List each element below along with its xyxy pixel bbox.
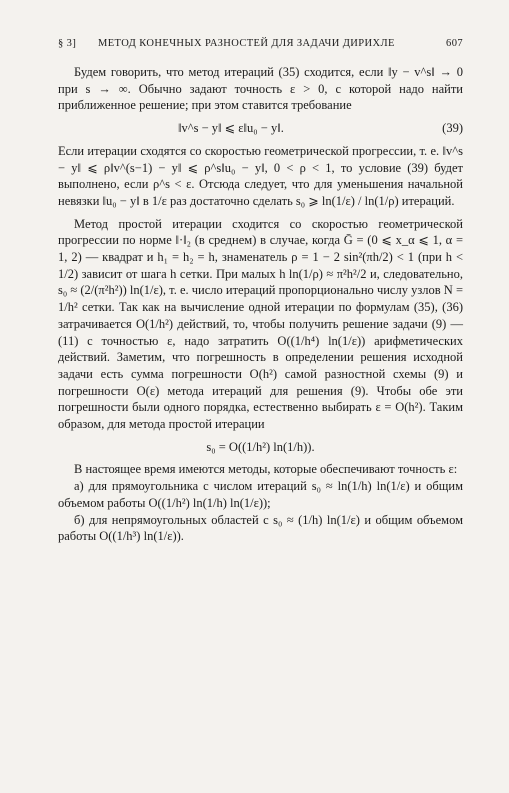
equation-s0 <box>58 439 463 456</box>
section-mark: § 3] <box>58 38 77 49</box>
page-body <box>58 64 463 545</box>
list-item-b: б) для непрямоугольных областей с s₀ ≈ (1/h) ln(1/ε) и общим объемом работы O((1/h³) ln(1/ε)). <box>58 512 463 544</box>
list-item-a: а) для прямоугольника с числом итераций s₀ ≈ ln(1/h) ln(1/ε) и общим объемом работы O((1/h²) ln(1/h) ln(1/ε)); <box>58 479 463 510</box>
paragraph-convergence: Будем говорить, что метод итераций (35) сходится, если ‖y − v^s‖ → 0 при s → ∞. Обычно задают точность ε > 0, с которой надо найти приближенное решение; при этом ставится требование <box>58 65 463 113</box>
page-number: 607 <box>446 38 463 49</box>
paragraph-methods: В настоящее время имеются методы, которые обеспечивают точность ε: <box>74 462 458 477</box>
equation-s0-body: s₀ = O((1/h²) ln(1/h)). <box>206 439 315 454</box>
paragraph-geometric: Если итерации сходятся со скоростью геометрической прогрессии, т. е. ‖v^s − y‖ ⩽ ρ‖v^(s−1) − y‖ ⩽ ρ^s‖u₀ − y‖, 0 < ρ < 1, то условие (39) будет выполнено, если ρ^s < ε. Отсюда следует, что для уменьшения начальной невязки ‖u₀ − y‖ в 1/ε раз достаточно сделать s₀ ⩾ ln(1/ε) / ln(1/ρ) итераций. <box>58 143 463 208</box>
equation-39 <box>58 120 463 137</box>
equation-39-number: (39) <box>442 121 463 136</box>
paragraph-simple-iteration: Метод простой итерации сходится со скоростью геометрической прогрессии по норме ‖·‖₂ (в среднем) в случае, когда Ḡ = (0 ⩽ x_α ⩽ 1, α = 1, 2) — квадрат и h₁ = h₂ = h, знаменатель ρ = 1 − 2 sin²(πh/2) < 1 (при h < 1/2) зависит от шага h сетки. При малых h ln(1/ρ) ≈ π²h²/2 и, следовательно, s₀ ≈ (2/(π²h²)) ln(1/ε), т. е. число итераций пропорционально числу узлов N = 1/h² сетки. Так как на вычисление одной итерации по формулам (35), (36) затрачивается O(1/h²) действий, то, чтобы получить решение задачи (9) — (11) с точностью ε, надо затратить O((1/h⁴) ln(1/ε)) арифметических действий. Заметим, что погрешность в определении решения исходной задачи есть сумма погрешности O(h²) самой разностной схемы (9) и погрешности O(ε) метода итераций для решения (9). Чтобы обе эти погрешности были одного порядка, естественно выбирать ε = O(h²). Таким образом, для метода простой итерации <box>58 216 463 432</box>
equation-39-body: ‖v^s − y‖ ⩽ ε‖u₀ − y‖. <box>178 121 284 136</box>
running-title: МЕТОД КОНЕЧНЫХ РАЗНОСТЕЙ ДЛЯ ЗАДАЧИ ДИРИХЛЕ <box>98 38 395 49</box>
